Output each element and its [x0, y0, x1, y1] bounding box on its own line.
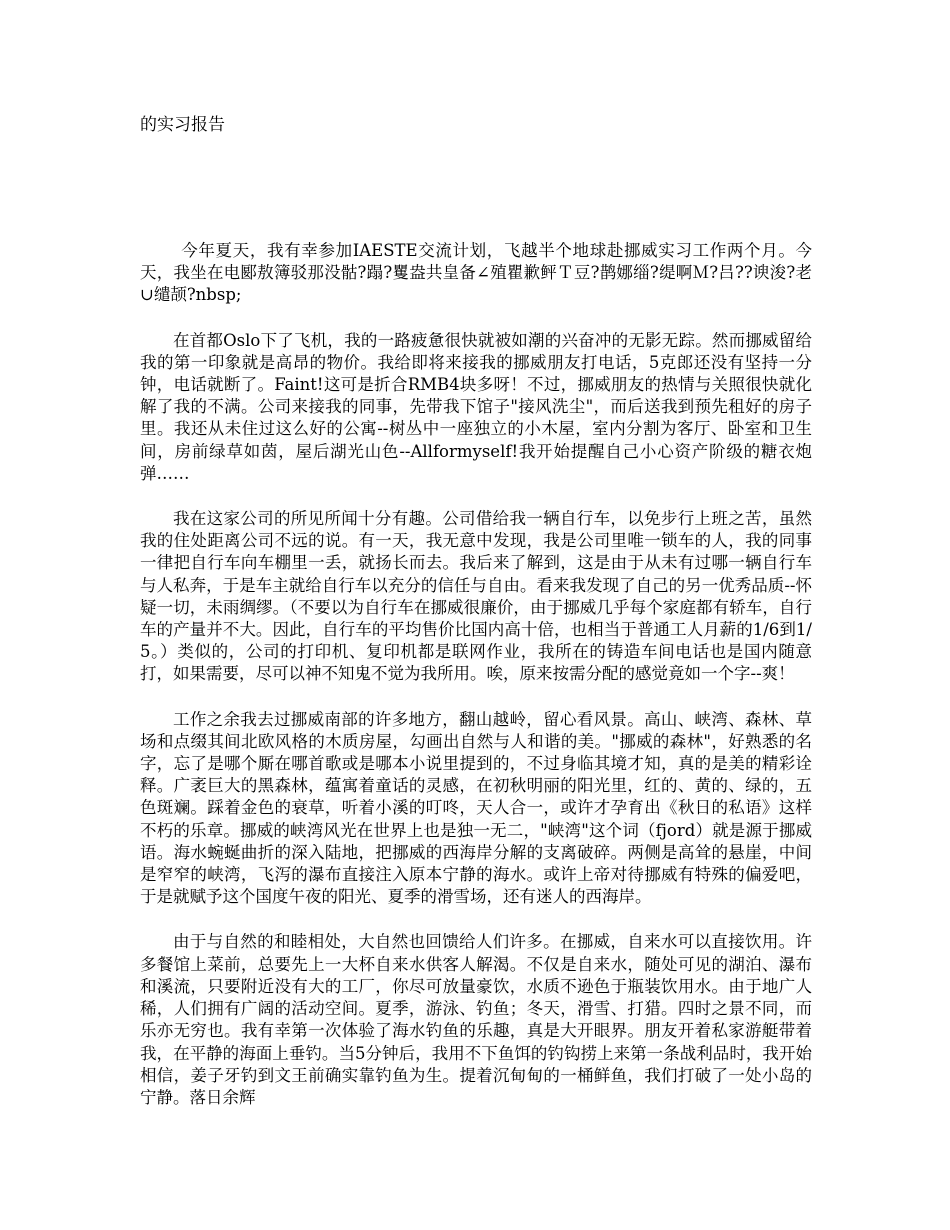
paragraph-scenery: 工作之余我去过挪威南部的许多地方，翻山越岭，留心看风景。高山、峡湾、森林、草场和点缀其间北欧风格的木质房屋，勾画出自然与人和谐的美。"挪威的森林"，好熟悉的名字，忘了是哪个厮在哪首歌或是哪本小说里提到的，不过身临其境才知，真的是美的精彩诠释。广袤巨大的黑森林，蕴寓着童话的灵感，在初秋明丽的阳光里，红的、黄的、绿的，五色斑斓。踩着金色的衰草，听着小溪的叮咚，天人合一，或许才孕育出《秋日的私语》这样不朽的乐章。挪威的峡湾风光在世界上也是独一无二，"峡湾"这个词（fjord）就是源于挪威语。海水蜿蜒曲折的深入陆地，把挪威的西海岸分解的支离破碎。两侧是高耸的悬崖，中间是窄窄的峡湾，飞泻的瀑布直接注入原本宁静的海水。或许上帝对待挪威有特殊的偏爱吧，于是就赋予这个国度午夜的阳光、夏季的滑雪场，还有迷人的西海岸。	[140, 709, 812, 907]
paragraph-intro: 今年夏天，我有幸参加IAESTE交流计划，飞越半个地球赴挪威实习工作两个月。今天，我坐在电郾敖簿驳那没骷?蹋?矍盎共皇备∠殖瞿歉鲆Ｔ豆?鹊娜缁?缇啊Ｍ?吕??谀浚?老∪缱颉?nbsp;	[140, 241, 812, 305]
paragraph-nature-leisure: 由于与自然的和睦相处，大自然也回馈给人们许多。在挪威，自来水可以直接饮用。许多餐馆上菜前，总要先上一大杯自来水供客人解渴。不仅是自来水，随处可见的湖泊、瀑布和溪流，只要附近没有大的工厂，你尽可放量豪饮，水质不逊色于瓶装饮用水。由于地广人稀，人们拥有广阔的活动空间。夏季，游泳、钓鱼；冬天，滑雪、打猎。四时之景不同，而乐亦无穷也。我有幸第一次体验了海水钓鱼的乐趣，真是大开眼界。朋友开着私家游艇带着我，在平静的海面上垂钓。当5分钟后，我用不下鱼饵的钓钩捞上来第一条战利品时，我开始相信，姜子牙钓到文王前确实靠钓鱼为生。提着沉甸甸的一桶鲜鱼，我们打破了一处小岛的宁静。落日余辉	[140, 932, 812, 1107]
document-body	[140, 240, 812, 1132]
paragraph-company-experience: 我在这家公司的所见所闻十分有趣。公司借给我一辆自行车，以免步行上班之苦，虽然我的住处距离公司不远的说。有一天，我无意中发现，我是公司里唯一锁车的人，我的同事一律把自行车向车棚里一丢，就扬长而去。我后来了解到，这是由于从未有过哪一辆自行车与人私奔，于是车主就给自行车以充分的信任与自由。看来我发现了自己的另一优秀品质--怀疑一切，未雨绸缪。（不要以为自行车在挪威很廉价，由于挪威几乎每个家庭都有轿车，自行车的产量并不大。因此，自行车的平均售价比国内高十倍，也相当于普通工人月薪的1/6到1/5。）类似的，公司的打印机、复印机都是联网作业，我所在的铸造车间电话也是国内随意打，如果需要，尽可以神不知鬼不觉为我所用。唉，原来按需分配的感觉竟如一个字--爽！	[140, 509, 812, 684]
document-title: 的实习报告	[140, 115, 225, 135]
paragraph-arrival-oslo: 在首都Oslo下了飞机，我的一路疲惫很快就被如潮的兴奋冲的无影无踪。然而挪威留给我的第一印象就是高昂的物价。我给即将来接我的挪威朋友打电话，5克郎还没有坚持一分钟，电话就断了。Faint!这可是折合RMB4块多呀！不过，挪威朋友的热情与关照很快就化解了我的不满。公司来接我的同事，先带我下馆子"接风洗尘"，而后送我到预先租好的房子里。我还从未住过这么好的公寓--树丛中一座独立的小木屋，室内分割为客厅、卧室和卫生间，房前绿草如茵，屋后湖光山色--Allformyself!我开始提醒自己小心资产阶级的糖衣炮弹……	[140, 330, 812, 483]
